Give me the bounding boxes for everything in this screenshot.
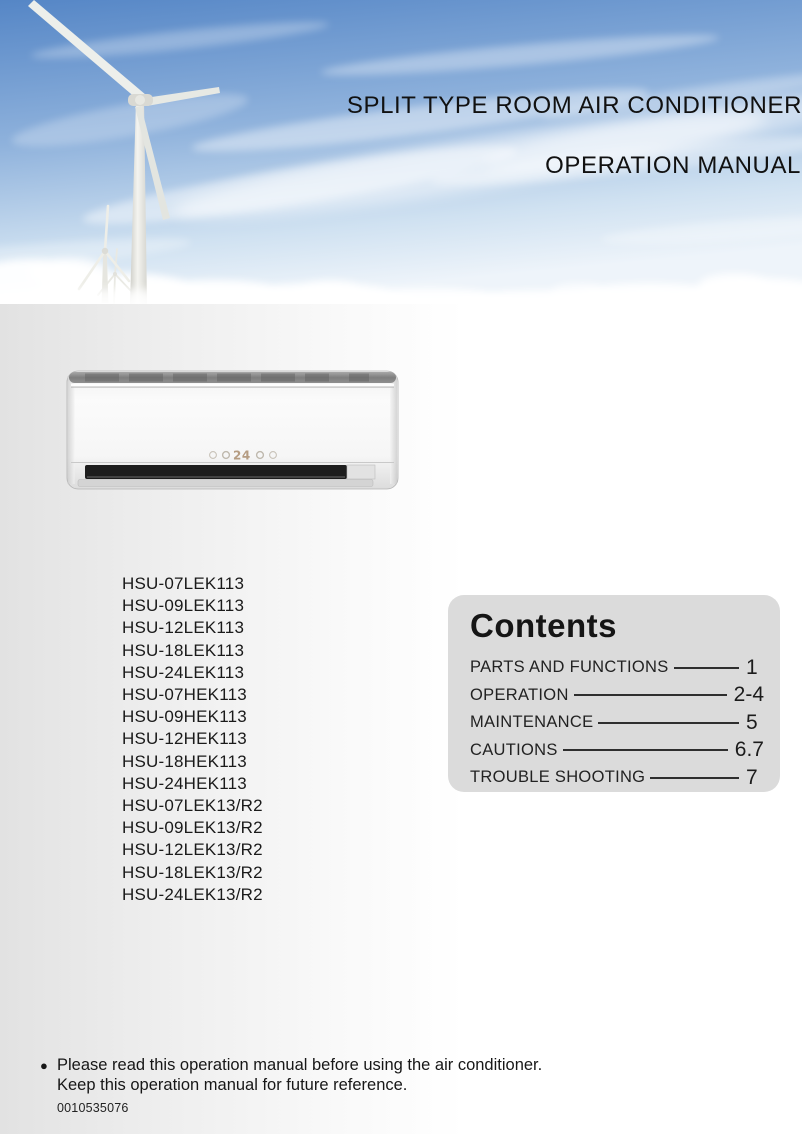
model-number: HSU-09LEK113 (122, 596, 245, 616)
ac-louver-flap (78, 480, 373, 487)
model-number: HSU-12LEK13/R2 (122, 840, 263, 860)
manual-subtitle: OPERATION MANUAL (545, 152, 801, 179)
contents-item-page: 2-4 (733, 683, 764, 707)
contents-heading: Contents (470, 607, 617, 644)
leader-line (598, 722, 739, 724)
contents-row (470, 682, 764, 710)
model-number: HSU-18LEK13/R2 (122, 862, 263, 882)
contents-item-label: CAUTIONS (470, 740, 558, 759)
contents-item-page: 7 (746, 765, 758, 789)
model-number: HSU-07LEK113 (122, 574, 245, 593)
contents-list (470, 654, 764, 792)
manual-title: SPLIT TYPE ROOM AIR CONDITIONER (346, 92, 802, 119)
temperature-readout: 24 (233, 448, 251, 463)
model-list (122, 573, 263, 906)
footer-line2: Keep this operation manual for future reference. (57, 1075, 408, 1094)
contents-item-label: TROUBLE SHOOTING (470, 768, 646, 787)
contents-item-page: 5 (746, 710, 758, 734)
air-conditioner-illustration (65, 366, 400, 494)
model-number: HSU-09LEK13/R2 (122, 818, 263, 838)
contents-item-label: OPERATION (470, 685, 569, 704)
model-number: HSU-12LEK113 (122, 618, 245, 638)
footer-line1: Please read this operation manual before using the air conditioner. (57, 1056, 543, 1074)
contents-item-label: MAINTENANCE (470, 713, 594, 732)
air-conditioner-unit-image (65, 366, 400, 494)
contents-row (470, 709, 764, 737)
hero-photo (0, 0, 802, 304)
contents-box (448, 595, 780, 792)
contents-item-page: 1 (746, 655, 758, 679)
contents-item-page: 6.7 (734, 738, 764, 762)
contents-item-label: PARTS AND FUNCTIONS (470, 658, 669, 677)
bullet-icon: ● (40, 1058, 48, 1073)
footer-note (40, 1056, 740, 1119)
model-number: HSU-07HEK113 (122, 685, 247, 705)
model-number: HSU-24HEK113 (122, 773, 247, 793)
model-number: HSU-18HEK113 (122, 751, 247, 771)
document-code: 0010535076 (57, 1101, 129, 1115)
model-number: HSU-12HEK113 (122, 729, 247, 749)
model-number: HSU-24LEK13/R2 (122, 884, 263, 904)
model-number: HSU-18LEK113 (122, 640, 245, 660)
leader-line (574, 694, 727, 696)
leader-line (674, 667, 739, 669)
leader-line (563, 749, 728, 751)
contents-row (470, 737, 764, 765)
contents-row (470, 764, 764, 792)
model-number: HSU-07LEK13/R2 (122, 796, 263, 816)
ac-outlet-end-cap (347, 465, 375, 479)
model-number: HSU-09HEK113 (122, 707, 247, 727)
model-number: HSU-24LEK113 (122, 662, 245, 682)
contents-row (470, 654, 764, 682)
leader-line (650, 777, 739, 779)
